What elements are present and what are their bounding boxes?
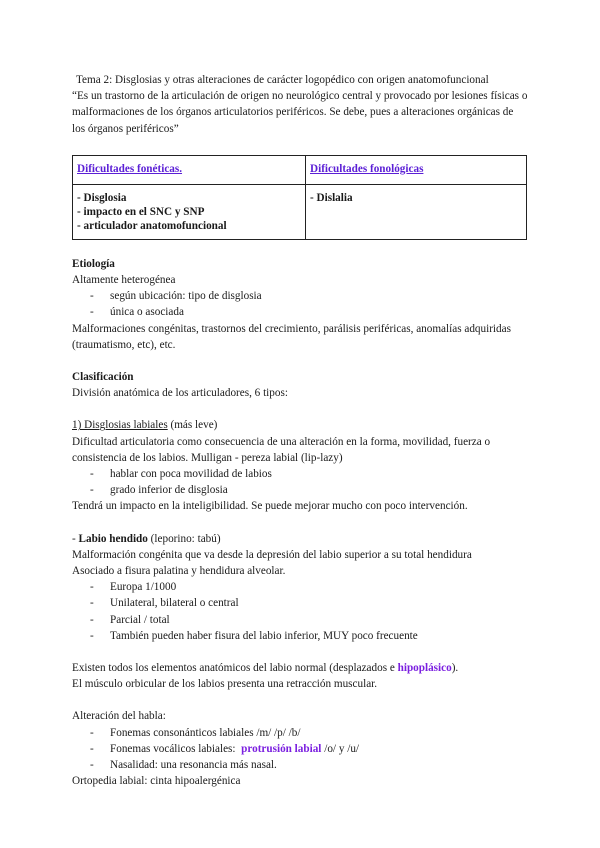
disglosia-line: - impacto en el SNC y SNP xyxy=(77,205,205,218)
definition-quote: “Es un trastorno de la articulación de origen no neurológico central y provocado por lesiones físicas o malformaciones de los órganos articulatorios periféricos. Se debe, pues a alteraciones orgánicas de los órganos periféricos” xyxy=(72,90,528,135)
elementos-line2: El músculo orbicular de los labios presenta una retracción muscular. xyxy=(72,678,378,691)
list-item: - Nasalidad: una resonancia más nasal. xyxy=(72,757,528,773)
disglosia-line: - articulador anatomofuncional xyxy=(77,219,227,232)
disglosia-title: - Disglosia xyxy=(77,191,127,204)
table-cell-disglosia xyxy=(73,184,306,239)
table-header-foneticas xyxy=(73,155,306,184)
habla-list xyxy=(72,725,528,774)
labiales-conclusion: Tendrá un impacto en la inteligibilidad. Se puede mejorar mucho con poco intervención. xyxy=(72,500,468,513)
list-item: - Fonemas consonánticos labiales /m/ /p/ /b/ xyxy=(72,725,528,741)
elementos-line1: Existen todos los elementos anatómicos del labio normal (desplazados e hipoplásico). xyxy=(72,662,459,675)
list-item: - hablar con poca movilidad de labios xyxy=(72,466,528,482)
habla-heading: Alteración del habla: xyxy=(72,710,166,723)
list-item: - según ubicación: tipo de disglosia xyxy=(72,288,528,304)
link-dificultades-foneticas[interactable]: Dificultades fonéticas. xyxy=(77,162,183,175)
labiales-list xyxy=(72,466,528,498)
link-dificultades-fonologicas[interactable]: Dificultades fonológicas xyxy=(310,162,424,175)
table-header-fonologicas xyxy=(306,155,527,184)
document-page xyxy=(72,72,528,790)
dislalia-title: - Dislalia xyxy=(310,191,353,204)
list-item: - También pueden haber fisura del labio inferior, MUY poco frecuente xyxy=(72,628,528,644)
list-item: - única o asociada xyxy=(72,304,528,320)
doc-title: Tema 2: Disglosias y otras alteraciones de carácter logopédico con origen anatomofuncional xyxy=(76,74,489,86)
etiologia-text: Malformaciones congénitas, trastornos del crecimiento, parálisis periféricas, anomalías adquiridas (traumatismo, etc), etc. xyxy=(72,322,511,351)
etiologia-list xyxy=(72,288,528,320)
hendido-line2: Asociado a fisura palatina y hendidura alveolar. xyxy=(72,565,286,578)
labio-hendido-heading: - Labio hendido (leporino: tabú) xyxy=(72,532,221,545)
highlight-protrusion-labial: protrusión labial xyxy=(241,742,322,755)
clasificacion-heading: Clasificación xyxy=(72,371,134,384)
table-cell-dislalia xyxy=(306,184,527,239)
list-item: - Fonemas vocálicos labiales: protrusión labial /o/ y /u/ xyxy=(72,741,528,757)
hendido-line1: Malformación congénita que va desde la depresión del labio superior a su total hendidura xyxy=(72,548,472,561)
list-item: - Europa 1/1000 xyxy=(72,579,528,595)
clasificacion-text: División anatómica de los articuladores, 6 tipos: xyxy=(72,387,288,400)
hendido-list xyxy=(72,579,528,644)
etiologia-heading: Etiología xyxy=(72,257,115,270)
difficulties-table xyxy=(72,155,527,240)
labiales-text: Dificultad articulatoria como consecuencia de una alteración en la forma, movilidad, fuerza o consistencia de los labios. Mulligan - pereza labial (lip-lazy) xyxy=(72,435,491,464)
disglosias-labiales-heading: 1) Disglosias labiales (más leve) xyxy=(72,419,218,432)
etiologia-intro: Altamente heterogénea xyxy=(72,274,176,287)
list-item: - Unilateral, bilateral o central xyxy=(72,595,528,611)
highlight-hipoplasico: hipoplásico xyxy=(397,662,452,675)
list-item: - grado inferior de disglosia xyxy=(72,482,528,498)
ortopedia-labial: Ortopedia labial: cinta hipoalergénica xyxy=(72,775,241,788)
list-item: - Parcial / total xyxy=(72,612,528,628)
